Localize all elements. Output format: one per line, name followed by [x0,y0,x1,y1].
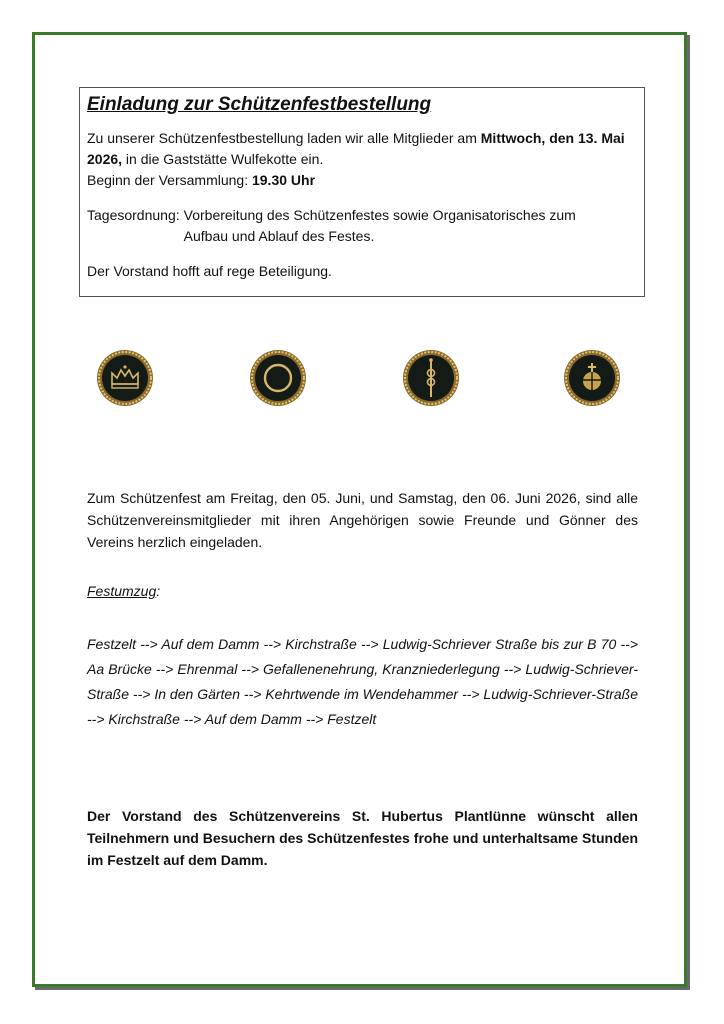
agenda-line-2: Aufbau und Ablauf des Festes. [183,228,375,244]
start-label: Beginn der Versammlung: [87,172,252,188]
invitation-closing: Der Vorstand hofft auf rege Beteiligung. [87,263,332,279]
ring-icon [249,349,307,407]
invitation-paragraph [87,128,637,191]
parade-heading-text: Festumzug [87,583,157,599]
invitation-box [79,87,645,297]
agenda-line-1: Vorbereitung des Schützenfestes sowie Organisatorisches zum [183,207,576,223]
parade-heading-suffix: : [156,583,161,599]
final-greeting: Der Vorstand des Schützenvereins St. Hubertus Plantlünne wünscht allen Teilnehmern und Besuchern des Schützenfestes frohe und unterhaltsame Stunden im Festzelt auf dem Damm. [87,808,638,868]
invitation-text-b: in die Gaststätte Wulfekotte ein. [122,151,324,167]
invitation-title: Einladung zur Schützenfestbestellung [87,94,432,115]
agenda [87,205,637,247]
parade-heading [87,580,160,602]
scepter-icon [402,349,460,407]
badge-row [0,349,724,409]
festival-invitation: Zum Schützenfest am Freitag, den 05. Juni, und Samstag, den 06. Juni 2026, sind alle Schützenvereinsmitglieder mit ihren Angehörigen sowie Freunde und Gönner des Vereins herzlich eingeladen. [87,490,638,550]
parade-route: Festzelt --> Auf dem Damm --> Kirchstraße --> Ludwig-Schriever Straße bis zur B 70 --> Aa Brücke --> Ehrenmal --> Gefallenenehrung, Kranzniederlegung --> Ludwig-Schriever-Straße --> In den Gärten --> Kehrtwende im Wendehammer --> Ludwig-Schriever-Straße --> Kirchstraße --> Auf dem Damm --> Festzelt [87,636,638,727]
agenda-label: Tagesordnung: [87,207,180,223]
orb-icon [563,349,621,407]
crown-icon [96,349,154,407]
invitation-text-a: Zu unserer Schützenfestbestellung laden wir alle Mitglieder am [87,130,481,146]
meeting-date: Mittwoch, den 13. Mai 2026, [87,130,625,167]
agenda-body [180,205,576,247]
start-time: 19.30 Uhr [251,172,316,188]
